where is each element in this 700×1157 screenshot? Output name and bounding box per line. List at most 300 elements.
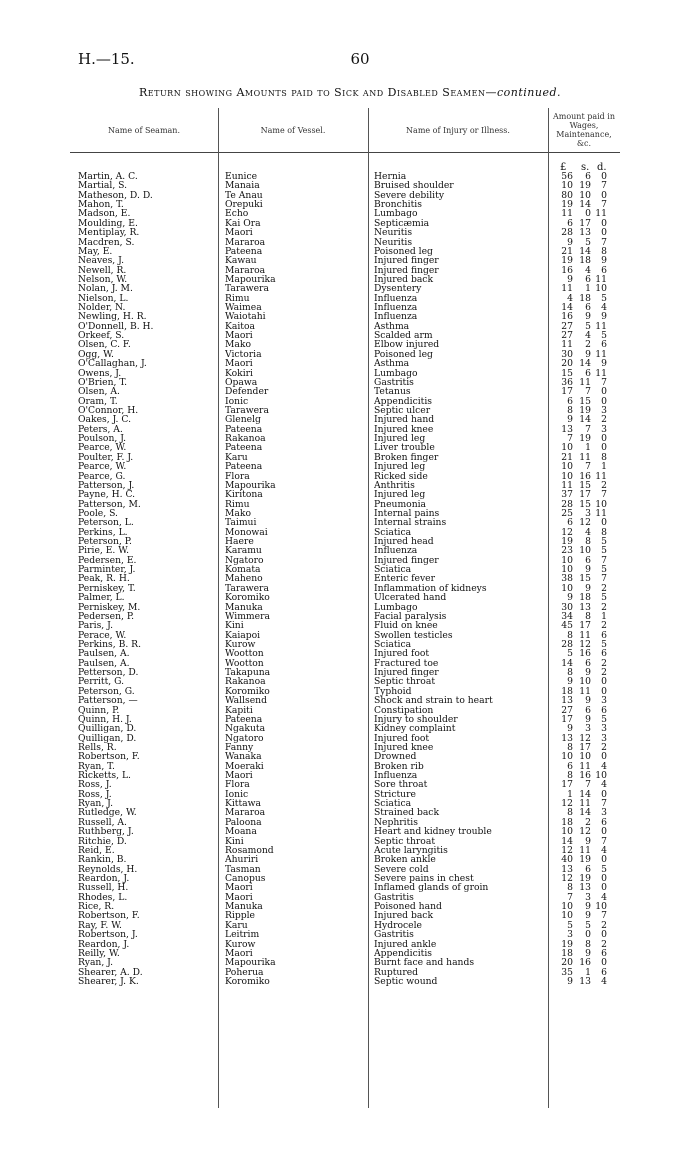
amount-pence: 2 [601,919,607,931]
vessel-name: Kawau [225,256,257,266]
table-row [0,528,700,537]
amount-pence: 7 [601,554,607,566]
amount-shillings: 16 [579,648,591,660]
seaman-name: Perace, W. [78,630,127,641]
amount-shillings: 17 [579,489,591,501]
vessel-name: Tarawera [225,583,269,594]
seaman-name: O'Connor, H. [78,406,139,416]
seaman-name: Payne, H. C. [78,490,136,500]
vessel-name: Wallsend [225,696,267,706]
vessel-name: Wimmera [225,611,270,622]
amount-pounds: 8 [567,882,573,894]
amount-pence: 7 [601,835,607,847]
table-row [0,818,700,827]
vessel-name: Rimu [225,293,250,304]
seaman-name: Ray, F. W. [78,920,122,931]
seaman-name: Reynolds, H. [78,864,138,875]
amount-pounds: 5 [567,919,573,931]
injury-name: Enteric fever [374,574,436,584]
vessel-name: Te Anau [225,190,263,201]
injury-name: Acute laryngitis [374,845,448,856]
seaman-name: Quinn, P. [78,705,120,715]
injury-name: Septicæmia [374,218,430,229]
seaman-name: Quilligan, D. [78,733,137,743]
seaman-name: Ricketts, L. [78,771,131,781]
injury-name: Injured back [374,911,434,921]
table-row [0,181,700,190]
page-title [0,86,700,99]
vessel-name: Mararoa [225,808,266,818]
vessel-name: Tasman [225,864,261,875]
vessel-name: Rakanoa [225,677,266,687]
table-row [0,715,700,724]
amount-pence: 2 [601,582,607,594]
table-row [0,958,700,967]
seaman-name: Reardon, J. [78,939,130,949]
seaman-name: Perkins, B. R. [78,640,142,650]
seaman-name: Reardon, J. [78,874,130,884]
seaman-name: Reid, E. [78,845,115,856]
injury-name: Anthritis [374,480,415,491]
amount-shillings: 3 [585,723,591,735]
seaman-name: Newling, H. R. [78,312,147,322]
table-row [0,472,700,481]
amount-pence: 11 [595,367,607,379]
vessel-name: Rimu [225,499,250,509]
amount-shillings: 0 [585,208,591,220]
seaman-name: Robertson, F. [78,752,140,762]
seaman-name: Quinn, H. J. [78,714,132,725]
seaman-name: Ryan, T. [78,761,115,772]
amount-pence: 8 [601,245,607,257]
amount-pence: 0 [601,217,607,229]
amount-pounds: 18 [561,947,573,959]
seaman-name: Newell, R. [78,265,127,275]
seaman-name: Ross, J. [78,789,112,800]
amount-pence: 11 [595,507,607,519]
vessel-name: Taimui [225,518,257,528]
amount-pence: 2 [601,938,607,950]
amount-pounds: 38 [561,573,573,585]
amount-shillings: 15 [579,498,591,510]
amount-pounds: 12 [561,844,573,856]
amount-pounds: 6 [567,395,573,407]
amount-pence: 9 [601,358,607,370]
amount-pence: 5 [601,639,607,650]
amount-shillings: 11 [579,451,591,463]
table-row [0,350,700,359]
amount-pence: 3 [601,723,607,735]
amount-pence: 0 [601,788,607,800]
injury-name: Injured finger [374,555,439,566]
amount-shillings: 9 [585,713,591,725]
amount-shillings: 9 [585,582,591,594]
seaman-name: Pedersen, P. [78,611,135,622]
table-row [0,518,700,527]
amount-shillings: 11 [579,629,591,641]
table-row [0,378,700,387]
amount-pence: 5 [601,292,607,304]
vessel-name: Canopus [225,874,266,884]
table-row [0,706,700,715]
amount-pounds: 30 [561,601,573,613]
amount-shillings: 13 [579,975,591,987]
amount-shillings: 2 [585,339,591,351]
amount-shillings: 3 [585,507,591,519]
amount-shillings: 7 [585,779,591,791]
amount-pounds: 35 [561,966,573,978]
amount-pence: 0 [601,189,607,201]
amount-pounds: 20 [561,358,573,370]
table-row [0,799,700,808]
vessel-name: Kokiri [225,368,253,378]
amount-pounds: 6 [567,517,573,529]
amount-pence: 2 [601,657,607,669]
amount-pounds: 9 [567,723,573,735]
amount-pounds: 14 [561,657,573,669]
amount-pence: 0 [601,227,607,239]
amount-shillings: 19 [579,180,591,192]
amount-pounds: 34 [561,610,573,622]
seaman-name: Paris, J. [78,621,114,631]
amount-pounds: 8 [567,667,573,679]
amount-pounds: 13 [561,863,573,875]
amount-pounds: 15 [561,367,573,379]
injury-name: Facial paralysis [374,611,447,622]
injury-name: Injured finger [374,265,439,275]
amount-pounds: 11 [561,283,573,295]
amount-pounds: 7 [567,891,573,903]
injury-name: Burnt face and hands [374,958,475,968]
seaman-name: Nelson, W. [78,274,128,285]
amount-shillings: 7 [585,461,591,473]
vessel-name: Kini [225,836,244,846]
table-row [0,546,700,555]
amount-pence: 4 [601,302,607,314]
amount-pounds: 10 [561,582,573,594]
amount-shillings: 15 [579,395,591,407]
amount-shillings: 9 [585,667,591,679]
amount-pounds: 9 [567,676,573,688]
injury-name: Drowned [374,752,417,762]
vessel-name: Maori [225,892,253,903]
vessel-name: Maori [225,228,253,238]
injury-name: Stricture [374,789,416,800]
amount-pounds: 8 [567,741,573,753]
col-header-vessel: Name of Vessel. [260,125,326,135]
table-row [0,219,700,228]
amount-pence: 4 [601,891,607,903]
amount-shillings: 10 [579,751,591,763]
amount-pounds: 10 [561,751,573,763]
seaman-name: Poulter, F. J. [78,452,134,463]
vessel-name: Rakanoa [225,434,266,444]
amount-shillings: 17 [579,217,591,229]
vessel-name: Tarawera [225,406,269,416]
seaman-name: Olsen, C. F. [78,340,131,350]
table-row [0,734,700,743]
amount-pounds: 21 [561,451,573,463]
amount-shillings: 9 [585,564,591,576]
amount-pence: 7 [601,798,607,810]
amount-shillings: 2 [585,816,591,828]
amount-pence: 0 [601,826,607,838]
injury-name: Influenza [374,293,418,304]
amount-pence: 2 [601,601,607,613]
amount-pence: 0 [601,171,607,182]
amount-shillings: 5 [585,919,591,931]
seaman-name: Palmer, L. [78,593,125,603]
amount-pounds: 10 [561,901,573,913]
amount-shillings: 6 [585,302,591,314]
seaman-name: Nielson, L. [78,293,129,304]
injury-name: Injured finger [374,256,439,266]
table-row [0,303,700,312]
amount-pounds: 17 [561,713,573,725]
vessel-name: Karu [225,452,248,463]
amount-pence: 1 [601,610,607,622]
injury-name: Septic throat [374,836,436,846]
table-row [0,172,700,181]
amount-pounds: 40 [561,854,573,866]
table-row [0,331,700,340]
seaman-name: Peterson, G. [78,686,135,697]
injury-name: Internal strains [374,518,447,528]
seaman-name: Madson, E. [78,209,131,219]
amount-shillings: 17 [579,620,591,632]
amount-pounds: 8 [567,629,573,641]
injury-name: Injured leg [374,490,426,500]
amount-pounds: 19 [561,255,573,267]
seaman-name: Parminter, J. [78,565,136,575]
table-row [0,659,700,668]
vessel-name: Echo [225,209,249,219]
table-row [0,930,700,939]
title-continued: continued. [496,86,561,99]
amount-pence: 0 [601,433,607,445]
vessel-name: Pateena [225,246,263,257]
amount-pence: 3 [601,423,607,435]
table-row [0,238,700,247]
table-row [0,584,700,593]
table-row [0,902,700,911]
seaman-name: Robertson, F. [78,911,140,921]
seaman-name: Paulsen, A. [78,649,130,659]
injury-name: Injured knee [374,424,434,435]
vessel-name: Eunice [225,172,258,182]
amount-pence: 6 [601,339,607,351]
injury-name: Sciatica [374,565,412,575]
seaman-name: Ross, J. [78,780,112,790]
seaman-name: Rutledge, W. [78,808,137,818]
amount-shillings: 13 [579,601,591,613]
injury-name: Influenza [374,771,418,781]
seaman-name: Peterson, P. [78,537,132,547]
injury-name: Influenza [374,312,418,322]
table-row [0,668,700,677]
amount-shillings: 10 [579,676,591,688]
amount-shillings: 9 [585,311,591,323]
amount-pounds: 16 [561,311,573,323]
amount-shillings: 13 [579,882,591,894]
injury-name: Nephritis [374,817,418,828]
vessel-name: Komata [225,565,261,575]
table-row [0,808,700,817]
seaman-name: Russell, H. [78,883,129,893]
amount-pence: 5 [601,713,607,725]
amount-shillings: 8 [585,536,591,548]
amount-pence: 5 [601,545,607,557]
amount-shillings: 7 [585,386,591,398]
amount-shillings: 3 [585,891,591,903]
amount-pence: 5 [601,863,607,875]
vessel-name: Manuka [225,902,263,912]
amount-pounds: 13 [561,423,573,435]
vessel-name: Maheno [225,574,263,584]
amount-pence: 8 [601,451,607,463]
vessel-name: Mapourika [225,480,276,491]
seaman-name: Russell, A. [78,817,127,828]
amount-shillings: 6 [585,863,591,875]
vessel-name: Mararoa [225,237,266,247]
amount-shillings: 4 [585,330,591,342]
amount-pence: 0 [601,854,607,866]
amount-pence: 2 [601,479,607,491]
amount-pounds: 56 [561,171,573,182]
amount-shillings: 4 [585,264,591,276]
amount-shillings: 9 [585,910,591,922]
seaman-name: Pedersen, E. [78,555,137,566]
seaman-name: Moulding, E. [78,218,138,229]
injury-name: Gastritis [374,892,414,903]
amount-shillings: 11 [579,798,591,810]
injury-name: Severe pains in chest [374,874,474,884]
seaman-name: Rankin, B. [78,855,127,865]
amount-shillings: 14 [579,788,591,800]
amount-pence: 6 [601,704,607,716]
injury-name: Lumbago [374,368,418,378]
amount-pounds: 17 [561,779,573,791]
table-row [0,977,700,986]
seaman-name: Quilligan, D. [78,724,137,734]
seaman-name: Matheson, D. D. [78,190,153,201]
injury-name: Severe debility [374,190,445,201]
seaman-name: Poole, S. [78,508,118,519]
table-row [0,509,700,518]
injury-name: Gastritis [374,377,414,388]
amount-pounds: 21 [561,245,573,257]
injury-name: Septic throat [374,677,436,687]
injury-name: Broken finger [374,452,439,463]
table-row [0,387,700,396]
amount-pounds: 19 [561,938,573,950]
injury-name: Gastritis [374,930,414,940]
amount-pounds: 27 [561,320,573,332]
injury-name: Inflammation of kidneys [374,583,487,594]
col-header-amount: Amount paid in Wages, Maintenance, &c. [552,112,616,148]
table-row [0,556,700,565]
seaman-name: Ryan, J. [78,799,114,809]
amount-shillings: 8 [585,610,591,622]
amount-pence: 10 [595,498,607,510]
vessel-name: Maori [225,948,253,959]
amount-pence: 9 [601,255,607,267]
injury-name: Injured knee [374,742,434,753]
amount-pence: 11 [595,470,607,482]
injury-name: Broken ankle [374,855,436,865]
table-row [0,481,700,490]
vessel-name: Ionic [225,396,249,407]
seaman-name: Peters, A. [78,424,123,435]
amount-pounds: 9 [567,236,573,248]
table-row [0,369,700,378]
seaman-name: Pearce, G. [78,471,126,481]
amount-pounds: 13 [561,695,573,707]
amount-shillings: 14 [579,245,591,257]
vessel-name: Paloona [225,817,262,828]
injury-name: Asthma [374,359,410,369]
amount-pounds: 17 [561,386,573,398]
vessel-name: Ionic [225,789,249,800]
amount-pence: 7 [601,199,607,211]
injury-name: Sciatica [374,640,412,650]
injury-name: Severe cold [374,864,429,875]
injury-name: Ulcerated hand [374,593,447,603]
vessel-name: Fanny [225,742,254,753]
vessel-name: Koromiko [225,976,270,987]
injury-name: Fluid on knee [374,621,438,631]
amount-pounds: 27 [561,330,573,342]
injury-name: Injury to shoulder [374,714,458,725]
vessel-name: Kapiti [225,705,253,715]
injury-name: Internal pains [374,508,440,519]
table-row [0,621,700,630]
injury-name: Kidney complaint [374,724,456,734]
amount-pounds: 28 [561,639,573,650]
amount-pence: 10 [595,901,607,913]
vessel-name: Moeraki [225,761,264,772]
vessel-name: Ngatoro [225,555,264,566]
vessel-name: Kiritona [225,490,263,500]
injury-name: Strained back [374,808,440,818]
table-row [0,855,700,864]
injury-name: Elbow injured [374,340,440,350]
seaman-name: Patterson, J. [78,480,135,491]
amount-pounds: 28 [561,227,573,239]
amount-pence: 10 [595,283,607,295]
amount-pence: 5 [601,536,607,548]
vessel-name: Mapourika [225,274,276,285]
seaman-name: Neaves, J. [78,256,125,266]
vessel-name: Rosamond [225,845,274,856]
table-row [0,612,700,621]
table-row [0,256,700,265]
vessel-name: Moana [225,827,257,837]
vessel-name: Waimea [225,303,262,313]
amount-pounds: 19 [561,536,573,548]
amount-pounds: 10 [561,442,573,454]
seaman-name: Ryan, J. [78,958,114,968]
vessel-name: Pateena [225,424,263,435]
seaman-name: Ruthberg, J. [78,827,134,837]
table-row [0,443,700,452]
amount-pounds: 37 [561,489,573,501]
vessel-name: Victoria [225,349,262,360]
amount-shillings: 9 [585,348,591,360]
seaman-name: Pirie, E. W. [78,546,130,556]
table-row [0,649,700,658]
page-number: 60 [350,50,370,68]
